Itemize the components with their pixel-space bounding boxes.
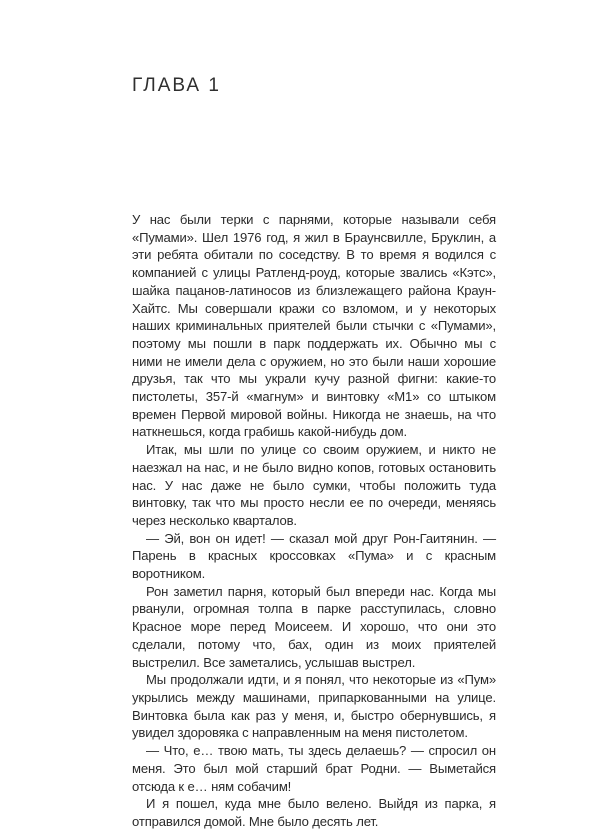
dialogue-paragraph: — Эй, вон он идет! — сказал мой друг Рон-Гаитянин. — Парень в красных кроссовках «Пума» и с красным воротником. [132,530,496,582]
dialogue-paragraph: — Что, е… твою мать, ты здесь делаешь? — спросил он меня. Это был мой старший брат Родни. — Выметайся отсюда к е… ням собачим! [132,743,496,794]
chapter-body [132,211,496,831]
paragraph: И я пошел, куда мне было велено. Выйдя из парка, я отправился домой. Мне было десять лет. [132,796,496,829]
paragraph: Рон заметил парня, который был впереди нас. Когда мы рванули, огромная толпа в парке расступилась, словно Красное море перед Моисеем. И хорошо, что они это сделали, потому что, бах, один из моих приятелей выстрелил. Все заметались, услышав выстрел. [132,583,496,670]
paragraph: Итак, мы шли по улице со своим оружием, и никто не наезжал на нас, и не было видно копов, готовых остановить нас. У нас даже не было сумки, чтобы положить туда винтовку, так что мы просто несли ее по очереди, меняясь через несколько кварталов. [132,442,496,528]
paragraph: Мы продолжали идти, и я понял, что некоторые из «Пум» укрылись между машинами, припаркованными на улице. Винтовка была как раз у меня, и, быстро обернувшись, я увидел здоровяка с направленным на меня пистолетом. [132,672,496,741]
chapter-title: ГЛАВА 1 [132,75,221,96]
paragraph: У нас были терки с парнями, которые называли себя «Пумами». Шел 1976 год, я жил в Браунсвилле, Бруклин, а эти ребята обитали по соседству. В то время я водился с компанией с улицы Ратленд-роуд, которые звались «Кэтс», шайка пацанов-латиносов из близлежащего района Краун-Хайтс. Мы совершали кражи со взломом, и у некоторых наших криминальных приятелей были стычки с «Пумами», поэтому мы пошли в парк поддержать их. Обычно мы с ними не имели дела с оружием, но это были наши хорошие друзья, так что мы украли кучу разной фигни: какие-то пистолеты, 357-й «магнум» и винтовку «М1» со штыком времен Первой мировой войны. Никогда не знаешь, на что наткнешься, когда грабишь какой-нибудь дом. [132,212,496,440]
